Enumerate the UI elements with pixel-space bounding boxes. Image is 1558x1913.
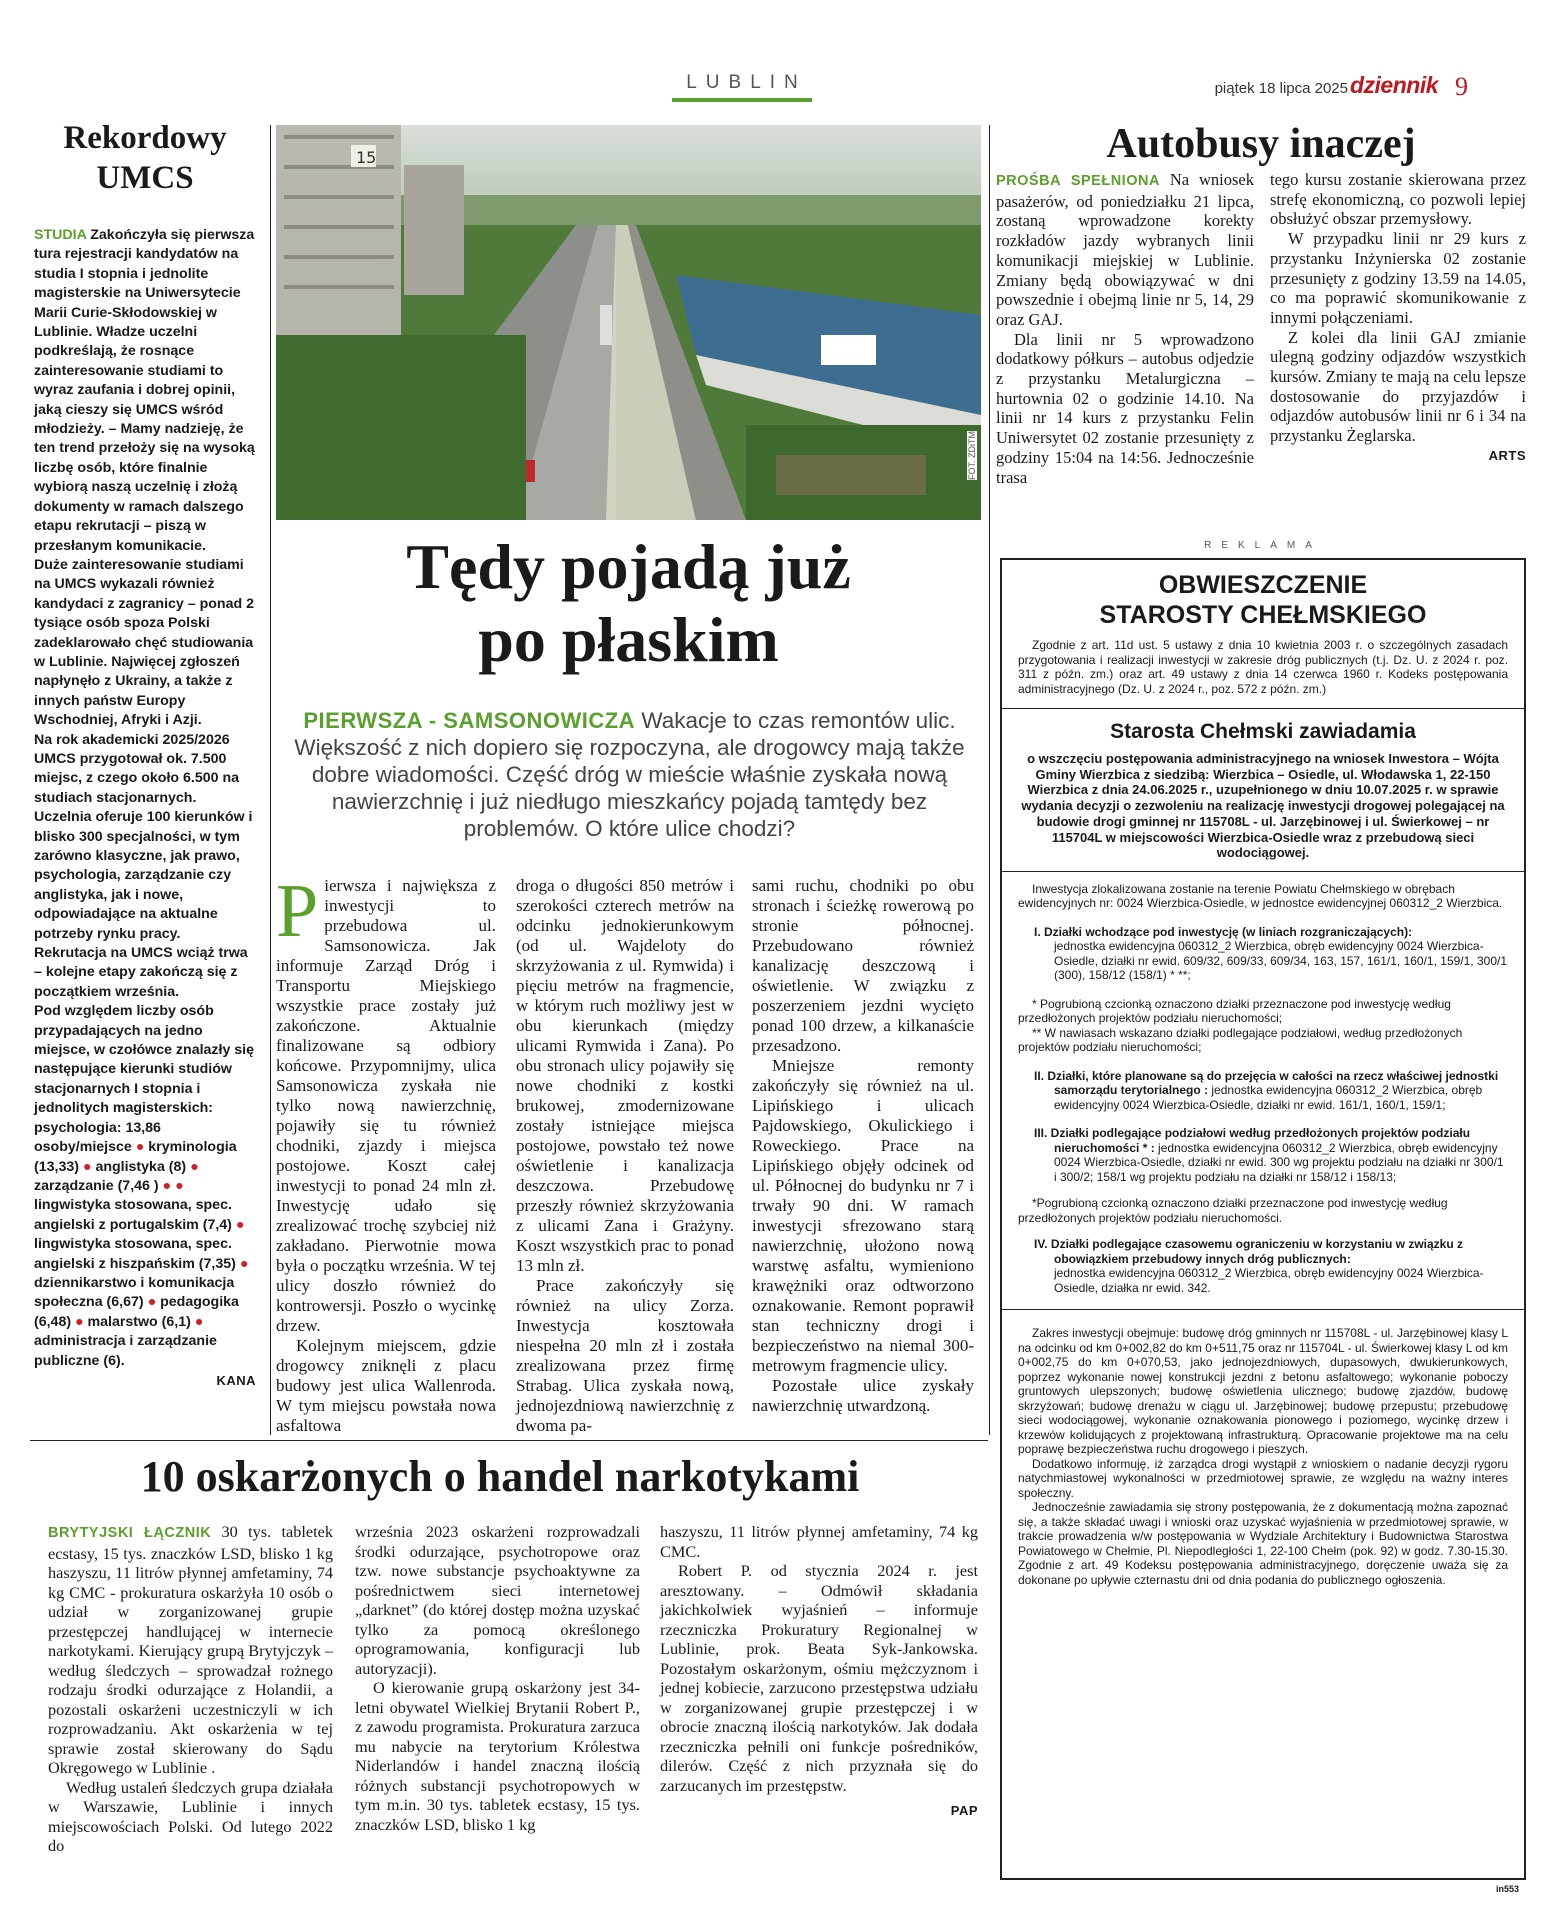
bottom-article-col3-p2: Robert P. od stycznia 2024 r. jest aresztowany. – Odmówił składania jakichkolwiek wyjaśnień – informuje rzeczniczka Prokuratury Regionalnej w Lublinie, prok. Beata Syk-Jankowska. Pozostałym oskarżonym, ośmiu mężczyznom i jednej kobiecie, zarzucono przestępstwa udziału w zorganizowanej grupie przestępczej i w obrocie znaczną ilością narkotyków. Jak dodała rzeczniczka pełnili oni funkcje pośredników, dilerów. Część z nich przyznała się do zarzucanych im przestępstw. — [660, 1561, 978, 1795]
brand-logo — [1350, 72, 1438, 99]
notice-footnote-3: *Pogrubioną czcionką oznaczono działki przeznaczone pod inwestycję według przedłożonych projektów podziału nieruchomości. — [1018, 1196, 1448, 1225]
left-article-lead: STUDIA — [34, 227, 87, 243]
bottom-article-col1-p1: BRYTYJSKI ŁĄCZNIK 30 tys. tabletek ecstasy, 15 tys. znaczków LSD, blisko 1 kg haszyszu, 11 litrów płynnej amfetaminy, 74 kg CMC - prokuratura oskarżyła 10 osób o udział w zorganizowanej grupie przestępczej handlującej w internecie narkotykami. Kierujący grupą Brytyjczyk – według śledczych – sprowadzał rożnego rodzaju środki odurzające z Holandii, a pozostali oskarżeni uczestniczyli w ich rozprowadzaniu. Akt oskarżenia w tej sprawie został skierowany do Sądu Okręgowego w Lublinie . — [48, 1522, 333, 1777]
bottom-article-col2-p2: O kierowanie grupą oskarżony jest 34-letni obywatel Wielkiej Brytanii Robert P., z zawodu programista. Prokuratura zarzuca mu nabycie na terytorium Królestwa Niderlandów i handel znaczną ilością różnych substancji psychotropowych w tym m.in. 30 tys. tabletek ecstasy, 15 tys. znaczków LSD, blisko 1 kg — [355, 1678, 640, 1834]
bus-article-col1-p2: Dla linii nr 5 wprowadzono dodatkowy półkurs – autobus odjedzie z przystanku Metalurgiczna – hurtownia 02 o godzinie 14.10. Na linii nr 14 kurs z przystanku Felin Uniwersytet 02 zostanie przesunięty z godziny 15:04 na 14:56. Jednocześnie trasa — [996, 329, 1254, 487]
notice-location: Inwestycja zlokalizowana zostanie na terenie Powiatu Chełmskiego w obrębach ewidencyjnych nr: 0024 Wierzbica-Osiedle, w jednostce ewidencyjnej 060312_2 Wierzbica. — [1018, 881, 1503, 911]
bottom-article-col2-p1: września 2023 oskarżeni rozprowadzali środki odurzające, psychotropowe oraz tzw. nowe substancje psychoaktywne za pośrednictwem sieci internetowej „darknet” (do której dostęp można uzyskać tylko za pomocą określonego oprogramowania, konfiguracji lub autoryzacji). — [355, 1522, 640, 1678]
notice-subtitle: Starosta Chełmski zawiadamia — [1110, 720, 1416, 743]
bottom-article-col1 — [48, 1522, 333, 1856]
main-article-title: Tędy pojadą już po płaskim — [406, 531, 851, 675]
left-article-p4: Rekrutacja na UMCS wciąż trwa – kolejne etapy zakończą się z początkiem września. — [34, 945, 248, 1000]
bottom-article-lead: BRYTYJSKI ŁĄCZNIK — [48, 1525, 212, 1541]
notice-code: in553 — [1496, 1884, 1520, 1894]
main-article-col2-p1: droga o długości 850 metrów i szerokości czterech metrów na odcinku jednokierunkowym (od ul. Wajdeloty do skrzyżowania z ul. Rymwida) i pięciu metrów na fragmencie, w którym ruch możliwy jest w obu kierunkach (między ulicami Rymwida i Zana). Po obu stronach ulicy pojawiły się nowe chodniki z kostki brukowej, zmodernizowane zostały istniejące miejsca postojowe, powstało też nowe oświetlenie i kanalizacja deszczowa. Przebudowę przeszły również skrzyżowania z ulicami Zana i Grażyny. Koszt wszystkich prac to ponad 13 mln zł. — [516, 876, 734, 1275]
bus-article-signature: ARTS — [1488, 447, 1526, 463]
bus-article-col2-p2: W przypadku linii nr 29 kurs z przystanku Inżynierska 02 zostanie przesunięty z godziny 13.59 na 14.05, co ma poprawić skomunikowanie z innymi połączeniami. — [1270, 229, 1526, 327]
column-divider — [989, 125, 990, 1435]
page-number: 9 — [1455, 72, 1468, 101]
dropcap: P — [276, 869, 319, 953]
notice-section-3: III. Działki podlegające podziałowi według przedłożonych projektów podziału nieruchomości * : jednostka ewidencyjna 060312_2 Wierzbica, obręb ewidencyjny 0024 Wierzbica-Osiedle, działki nr ewid. 300 wg projektu podziału na działki nr 300/1 i 300/2; 158/1 wg projektu podziału na działki nr 158/12 i 158/13; — [1034, 1126, 1504, 1184]
bottom-article-col2 — [355, 1522, 640, 1834]
notice-paragraph-3: Jednocześnie zawiadamia się strony postępowania, że z dokumentacją można zapoznać się, a także składać uwagi i wnioski oraz uzyskać wyjaśnienia w przedmiotowej sprawie, w trakcie prowadzenia w/w postępowania w Wydziale Architektury i Budownictwa Starostwa Powiatowego w Chełmie, Pl. Niepodległości 1, 22-100 Chełm (pok. 92) w godz. 7.30-15.30. Zgodnie z art. 49 Kodeksu postępowania administracyjnego, doręczenie uważa się za dokonane po upływie czternastu dni od dnia podania do publicznego ogłoszenia. — [1018, 1500, 1508, 1587]
main-article-col2-p2: Prace zakończyły się również na ulicy Zorza. Inwestycja kosztowała niespełna 20 mln zł i została zrealizowana przez firmę Strabag. Ulica zyskała nową, jednojezdniową nawierzchnię z dwoma pa- — [516, 1276, 734, 1435]
main-article-col3-p2: Mniejsze remonty zakończyły się również na ul. Lipińskiego i ulicach Pajdowskiego, Okulickiego i Roweckiego. Prace na Lipińskiego objęły odcinek od ul. Północnej do budynku nr 7 i trwały 90 dni. W ramach inwestycji sfrezowano starą nawierzchnię, ułożono nową warstwę asfaltu, wymieniono krawężniki oraz odtworzono oznakowanie. Remont poprawił stan techniczny drogi i bezpieczeństwo na niemal 300-metrowym fragmencie ulicy. — [752, 1056, 974, 1375]
left-article-p2: Duże zainteresowanie studiami na UMCS wykazali również kandydaci z zagranicy – ponad 2 tysiące osób spoza Polski zadeklarowało chęć studiowania w Lublinie. Najwięcej zgłoszeń napłynęło z Ukrainy, a także z innych państw Europy Wschodniej, Afryki i Azji. — [34, 556, 254, 729]
bottom-article-col1-p2: Według ustaleń śledczych grupa działała w Warszawie, Lublinie i innych miejscowościach Polski. Od lutego 2022 do — [48, 1777, 333, 1855]
left-article-title: Rekordowy UMCS — [63, 120, 227, 196]
notice-section-4: IV. Działki podlegające czasowemu ograniczeniu w korzystaniu w związku z obowiązkiem przebudowy innych dróg publicznych: jednostka ewidencyjna 060312_2 Wierzbica, obręb ewidencyjny 0024 Wierzbica-Osiedle, działka nr ewid. 342. — [1034, 1237, 1484, 1295]
section-divider — [30, 1440, 988, 1441]
bottom-article-signature: PAP — [950, 1803, 978, 1818]
bottom-article-title: 10 oskarżonych o handel narkotykami — [140, 1452, 860, 1501]
road-aerial-image — [276, 125, 981, 520]
left-article-p1: STUDIA Zakończyła się pierwsza tura rejestracji kandydatów na studia I stopnia i jednolite magisterskie na Uniwersytecie Marii Curie-Skłodowskiej w Lublinie. Władze uczelni podkreślają, że rosnące zainteresowanie studiami to wyraz zaufania i dobrej opinii, jaką cieszy się UMCS wśród młodzieży. – Mamy nadzieję, że ten trend przełoży się na wysoką liczbę osób, które finalnie wybiorą naszą uczelnię i złożą dokumenty w ramach dalszego etapu rekrutacji – piszą w przesłanym komunikacie. — [34, 227, 255, 554]
main-article-col1 — [276, 869, 496, 1436]
bus-article-col2-p3: Z kolei dla linii GAJ zmianie ulegną godziny odjazdów wszystkich kursów. Zmiany te mają na celu lepsze dostosowanie do przyjazdów i odjazdów autobusów linii nr 6 i 34 na przystanku Żeglarska. — [1270, 327, 1526, 446]
bus-article-col2 — [1270, 170, 1526, 463]
main-article-col1-p1: Pierwsza i największa z inwestycji to przebudowa ul. Samsonowicza. Jak informuje Zarząd Dróg i Transportu Miejskiego wszystkie prace zostały już zakończone. Aktualnie finalizowane są odbiory końcowe. Przypomnijmy, ulica Samsonowicza zyskała nie tylko nową nawierzchnię, pojawiły się tu również chodniki, zjazdy i miejsca postojowe. Koszt całej inwestycji to ponad 24 mln zł. Inwestycję udało się zrealizować trochę szybciej niż zakładano. Pierwotnie mowa była o początku września. W tej ulicy doszło również do kontrowersji. Poszło o wycinkę drzew. — [276, 869, 496, 1335]
notice-title: OBWIESZCZENIE STAROSTY CHEŁMSKIEGO — [1099, 571, 1427, 629]
building-number: 15 — [356, 148, 377, 167]
issue-date: piątek 18 lipca 2025 — [1214, 80, 1348, 97]
main-article-col1-p2: Kolejnym miejscem, gdzie drogowcy zniknęli z placu budowy jest ulica Wallenroda. W tym miejscu powstała nowa asfaltowa — [276, 1336, 496, 1435]
bus-article-title: Autobusy inaczej — [1106, 121, 1416, 167]
left-article-p3: Na rok akademicki 2025/2026 UMCS przygotował ok. 7.500 miejsc, z czego około 6.500 na studiach stacjonarnych. Uczelnia oferuje 100 kierunków i blisko 300 specjalności, w tym zarówno klasyczne, jak prawo, psychologia, zarządzanie czy anglistyka, jak i nowe, odpowiadające na aktualne potrzeby rynku pracy. — [34, 731, 253, 942]
left-article-ranking: Pod względem liczby osób przypadających na jedno miejsce, w czołówce znalazły się następujące kierunki studiów stacjonarnych I stopnia i jednolitych magisterskich: psychologia: 13,86 osoby/miejsce ● kryminologia (13,33) ● anglistyka (8) ● zarządzanie (7,46 ) ● ● lingwistyka stosowana, spec. angielski z portugalskim (7,4) ● lingwistyka stosowana, spec. angielski z hiszpańskim (7,35) ● dziennikarstwo i komunikacja społeczna (6,67) ● pedagogika (6,48) ● malarstwo (6,1) ● administracja i zarządzanie publiczne (6). — [34, 1003, 255, 1369]
notice-bold-text: o wszczęciu postępowania administracyjnego na wniosek Inwestora – Wójta Gminy Wierzbica z siedzibą: Wierzbica – Osiedle, ul. Włodawska 1, 22-150 Wierzbica z dnia 24.06.2025 r., uzupełnionego w dniu 10.07.2025 r. w sprawie wydania decyzji o zezwoleniu na realizację inwestycji drogowej polegającej na budowie drogi gminnej nr 115708L - ul. Jarzębinowej i ul. Świerkowej – nr 115704L w miejscowości Wierzbica-Osiedle wraz z przebudową sieci wodociągowej. — [1021, 751, 1505, 861]
notice-paragraph-2: Dodatkowo informuję, iż zarządca drogi wystąpił z wnioskiem o nadanie decyzji rygoru natychmiastowej wykonalności w przedmiotowej sprawie, ze względu na ważny interes społeczny. — [1018, 1456, 1508, 1500]
main-article-col3-p3: Pozostałe ulice zyskały nawierzchnię utwardzoną. — [752, 1376, 974, 1415]
notice-section-1: I. Działki wchodzące pod inwestycję (w liniach rozgraniczających): jednostka ewidencyjna 060312_2 Wierzbica, obręb ewidencyjny 0024 Wierzbica-Osiedle, działki nr ewid. 609/32, 609/33, 609/34, 163, 157, 161/1, 160/1, 159/1, 300/1 (300), 158/12 (158/1) * **; — [1034, 924, 1507, 983]
section-header — [672, 72, 812, 102]
notice-scope: Zakres inwestycji obejmuje: budowę dróg gminnych nr 115708L - ul. Jarzębinowej klasy L na odcinku od km 0+002,82 do km 0+511,75 oraz nr 115704L - ul. Świerkowej klasy L od km 0+002,75 do km 0+070,53, jako jednojezdniowych, dupasowych, dwukierunkowych, poprzez wykonanie nowej konstrukcji jezdni z betonu asfaltowego; wykonanie poboczy gruntowych ulepszonych; budowę oświetlenia ulicznego; budowę zjazdów, budowę skrzyżowań; budowę drenażu w ciągu ul. Jarzębinowej; budowę przepustu; przebudowę sieci wodociągowej, wykonanie oznakowania pionowego i poziomego, wycinkę drzew i krzewów kolidujących z projektowaną infrastrukturą. Opracowanie projektowe ma na celu poprawę bezpieczeństwa ruchu drogowego i pieszych. — [1018, 1326, 1508, 1457]
main-article-lead: PIERWSZA - SAMSONOWICZA — [303, 708, 636, 733]
public-notice — [1000, 558, 1526, 1880]
brand-name: dziennik — [1349, 72, 1438, 98]
bottom-article-col3-p1: haszyszu, 11 litrów płynnej amfetaminy, 74 kg CMC. — [660, 1522, 978, 1561]
bus-article-col1-p1: PROŚBA SPEŁNIONA Na wniosek pasażerów, od poniedziałku 21 lipca, zostaną wprowadzone korekty rozkładów jazdy wybranych linii komunikacji miejskiej w Lublinie. Zmiany będą obowiązywać w dni powszednie i obejmą linie nr 5, 14, 29 oraz GAJ. — [996, 170, 1254, 329]
road-photo — [276, 125, 981, 520]
main-article-intro: PIERWSZA - SAMSONOWICZA Wakacje to czas remontów ulic. Większość z nich dopiero się rozpoczyna, ale drogowcy mają także dobre wiadomości. Część dróg w mieście właśnie zyskała nową nawierzchnię i już niedługo mieszkańcy pojadą tamtędy bez problemów. O które ulice chodzi? — [294, 708, 965, 841]
notice-legal-intro: Zgodnie z art. 11d ust. 5 ustawy z dnia 10 kwietnia 2003 r. o szczególnych zasadach przygotowania i realizacji inwestycji w zakresie dróg publicznych (t.j. Dz. U. z 2024 r. poz. 311 z późn. zm.) oraz art. 49 ustawy z dnia 14 czerwca 1960 r. Kodeks postępowania administracyjnego (Dz. U. z 2024 r., poz. 572 z późn. zm.) — [1018, 638, 1508, 696]
notice-section-2: II. Działki, które planowane są do przejęcia w całości na rzecz właściwej jednostki samorządu terytorialnego : jednostka ewidencyjna 060312_2 Wierzbica, obręb ewidencyjny 0024 Wierzbica-Osiedle, działki nr ewid. 161/1, 160/1, 159/1; — [1034, 1068, 1499, 1112]
ad-label: REKLAMA — [1204, 540, 1322, 551]
main-article-col3 — [752, 876, 974, 1416]
bus-article-col1 — [996, 170, 1254, 487]
section-label: LUBLIN — [686, 72, 807, 93]
notice-footnote-1: * Pogrubioną czcionką oznaczono działki przeznaczone pod inwestycję według przedłożonych projektów podziału nieruchomości; — [1018, 996, 1451, 1026]
column-divider — [270, 125, 271, 1435]
section-underline — [672, 98, 812, 102]
notice-footnote-2: ** W nawiasach wskazano działki podlegające podziałowi, według przedłożonych projektów podziału nieruchomości; — [1018, 1025, 1463, 1055]
bottom-article-col3 — [660, 1522, 978, 1818]
main-article-col2 — [516, 876, 734, 1436]
left-article-signature: KANA — [216, 1372, 256, 1388]
left-article-body — [34, 226, 256, 1388]
bus-article-col2-p1: tego kursu zostanie skierowana przez strefę ekonomiczną, co pozwoli lepiej obsłużyć obszar przemysłowy. — [1270, 170, 1526, 229]
photo-credit: FOT. ZDiTM — [967, 431, 977, 480]
bus-article-lead: PROŚBA SPEŁNIONA — [996, 173, 1160, 189]
main-article-col3-p1: sami ruchu, chodniki po obu stronach i ścieżkę rowerową po stronie północnej. Przebudowano również kanalizację deszczową i oświetlenie. W związku z poszerzeniem jezdni wycięto ponad 100 drzew, a kilkanaście przesadzono. — [752, 876, 974, 1055]
